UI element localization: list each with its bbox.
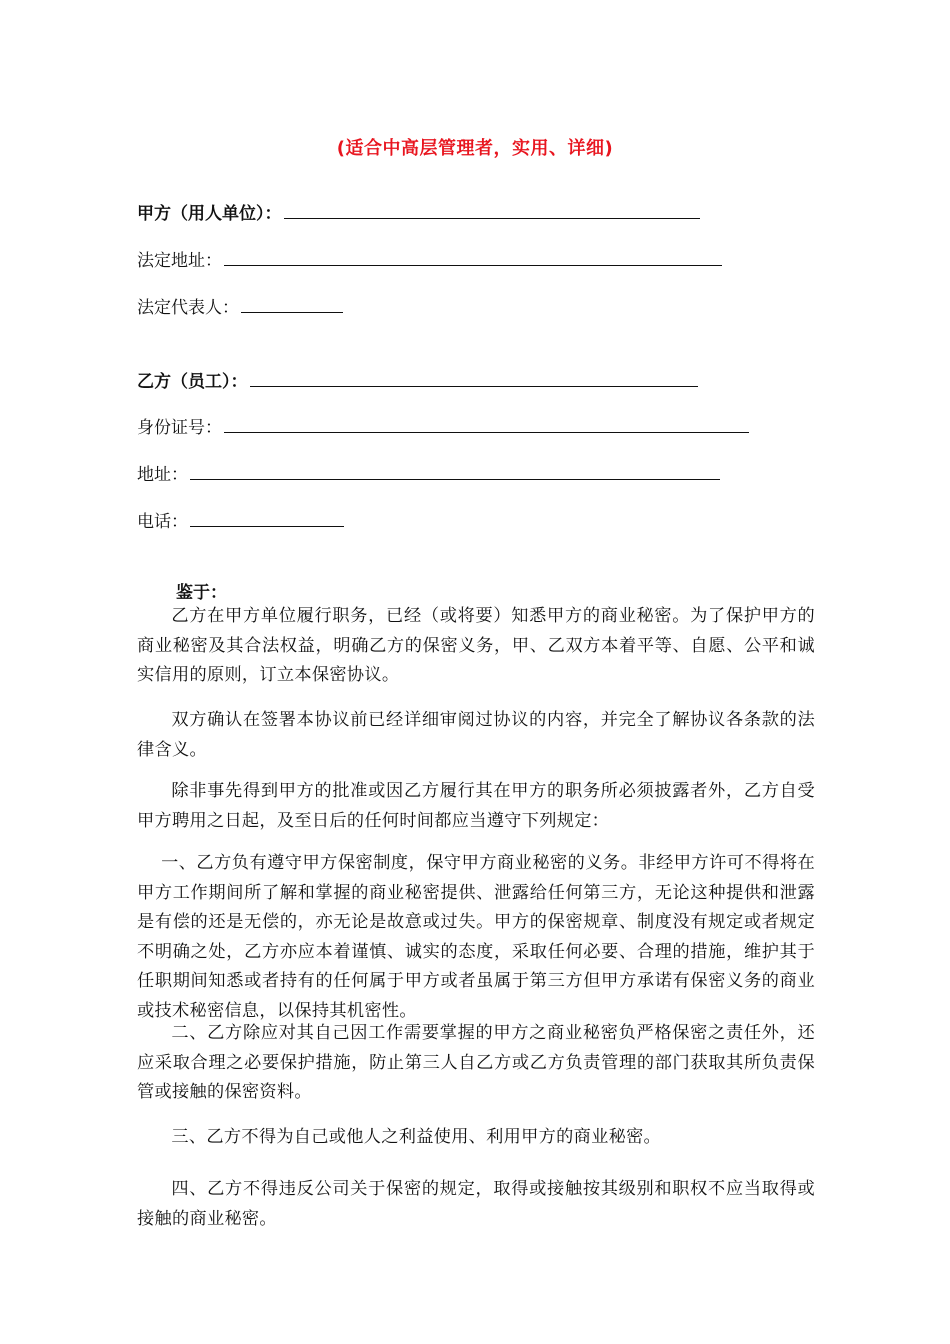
paragraph-obligations-intro: 除非事先得到甲方的批准或因乙方履行其在甲方的职务所必须披露者外，乙方自受甲方聘用之日起，及至日后的任何时间都应当遵守下列规定：	[137, 781, 815, 831]
party-a-representative-blank[interactable]	[241, 294, 343, 313]
party-b-field	[137, 368, 698, 394]
clause-1: 一、乙方负有遵守甲方保密制度，保守甲方商业秘密的义务。非经甲方许可不得将在甲方工作期间所了解和掌握的商业秘密提供、泄露给任何第三方，无论这种提供和泄露是有偿的还是无偿的，亦无论是故意或过失。甲方的保密规章、制度没有规定或者规定不明确之处，乙方亦应本着谨慎、诚实的态度，采取任何必要、合理的措施，维护其于任职期间知悉或者持有的任何属于甲方或者虽属于第三方但甲方承诺有保密义务的商业或技术秘密信息，以保持其机密性。	[137, 853, 815, 1021]
party-b-address-field	[137, 461, 720, 487]
clause-3: 三、乙方不得为自己或他人之利益使用、利用甲方的商业秘密。	[171, 1127, 662, 1147]
party-b-id-field	[137, 414, 749, 440]
party-b-label: 乙方（员工）：	[137, 372, 248, 392]
party-b-id-blank[interactable]	[224, 414, 749, 433]
clause-2: 二、乙方除应对其自己因工作需要掌握的甲方之商业秘密负严格保密之责任外，还应采取合理之必要保护措施，防止第三人自乙方或乙方负责管理的部门获取其所负责保管或接触的保密资料。	[137, 1023, 815, 1102]
party-a-representative-field	[137, 294, 343, 320]
party-b-address-blank[interactable]	[190, 461, 720, 480]
party-a-label: 甲方（用人单位）：	[137, 204, 282, 224]
party-a-blank[interactable]	[284, 200, 700, 219]
party-b-phone-label: 电话：	[137, 512, 188, 532]
party-b-phone-blank[interactable]	[190, 508, 344, 527]
party-b-address-label: 地址：	[137, 465, 188, 485]
party-b-phone-field	[137, 508, 344, 534]
party-a-representative-label: 法定代表人：	[137, 298, 239, 318]
party-b-blank[interactable]	[250, 368, 698, 387]
party-a-address-field	[137, 247, 722, 273]
document-subtitle: (适合中高层管理者，实用、详细)	[336, 138, 614, 159]
whereas-heading: 鉴于：	[176, 583, 227, 603]
party-b-id-label: 身份证号：	[137, 418, 222, 438]
party-a-address-label: 法定地址：	[137, 251, 222, 271]
clause-4: 四、乙方不得违反公司关于保密的规定，取得或接触按其级别和职权不应当取得或接触的商业秘密。	[137, 1179, 815, 1229]
party-a-field	[137, 200, 700, 226]
paragraph-confirmation: 双方确认在签署本协议前已经详细审阅过协议的内容，并完全了解协议各条款的法律含义。	[137, 710, 815, 760]
paragraph-recital: 乙方在甲方单位履行职务，已经（或将要）知悉甲方的商业秘密。为了保护甲方的商业秘密及其合法权益，明确乙方的保密义务，甲、乙双方本着平等、自愿、公平和诚实信用的原则，订立本保密协议。	[137, 606, 815, 685]
party-a-address-blank[interactable]	[224, 247, 722, 266]
